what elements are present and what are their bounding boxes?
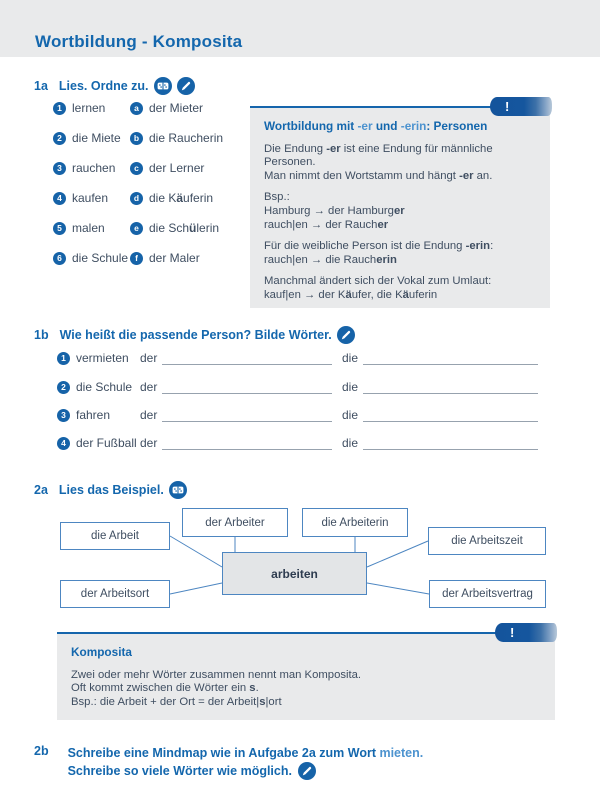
letter-badge: f bbox=[130, 252, 143, 265]
text-line: Man nimmt den Wortstamm und hängt -er an. bbox=[264, 169, 493, 182]
section-2b-header bbox=[34, 744, 423, 780]
info-box-wortbildung bbox=[250, 99, 550, 308]
article-die: die bbox=[342, 436, 359, 450]
alert-badge-icon bbox=[495, 623, 557, 642]
item-text: malen bbox=[72, 221, 105, 235]
text-line: Die Endung -er ist eine Endung für männliche Personen. bbox=[264, 142, 493, 169]
base-word: vermieten bbox=[76, 351, 129, 365]
text-line: Hamburg → der Hamburger bbox=[264, 204, 405, 217]
item-text: lernen bbox=[72, 101, 106, 115]
mindmap-node: der Arbeitsvertrag bbox=[429, 580, 546, 608]
list-item bbox=[130, 191, 223, 205]
text-line: Bsp.: bbox=[264, 191, 290, 204]
match-list-left bbox=[53, 101, 128, 281]
letter-badge: c bbox=[130, 162, 143, 175]
list-item bbox=[53, 101, 128, 115]
item-text: der Lerner bbox=[149, 161, 205, 175]
section-1a-header bbox=[34, 77, 195, 95]
letter-badge: b bbox=[130, 132, 143, 145]
pencil-icon bbox=[177, 77, 195, 95]
text-line: Oft kommt zwischen die Wörter ein s. bbox=[71, 682, 259, 695]
list-item bbox=[130, 131, 223, 145]
section-2a-header bbox=[34, 481, 187, 499]
book-icon bbox=[169, 481, 187, 499]
answer-line-die[interactable] bbox=[363, 382, 538, 394]
number-badge: 3 bbox=[57, 409, 70, 422]
info-paragraph bbox=[264, 240, 536, 267]
word-formation-row bbox=[57, 436, 538, 450]
list-item bbox=[53, 251, 128, 265]
list-item bbox=[53, 131, 128, 145]
item-text: die Schule bbox=[72, 251, 129, 265]
text-line: Manchmal ändert sich der Vokal zum Umlaut: bbox=[264, 275, 492, 288]
section-2a-number: 2a bbox=[34, 483, 48, 497]
list-item bbox=[53, 191, 128, 205]
section-1b-header bbox=[34, 326, 355, 344]
letter-badge: a bbox=[130, 102, 143, 115]
info-paragraph bbox=[264, 275, 536, 302]
item-text: kaufen bbox=[72, 191, 109, 205]
base-word: der Fußball bbox=[76, 436, 137, 450]
text-line: rauch|en → der Raucher bbox=[264, 218, 389, 231]
article-der: der bbox=[140, 408, 158, 422]
section-1a-number: 1a bbox=[34, 79, 48, 93]
info-box-title: Komposita bbox=[71, 645, 132, 659]
word-formation-row bbox=[57, 380, 538, 394]
list-item bbox=[53, 221, 128, 235]
alert-badge-icon bbox=[490, 97, 552, 116]
list-item bbox=[130, 161, 223, 175]
item-text: die Schülerin bbox=[149, 221, 220, 235]
mindmap-node: der Arbeitsort bbox=[60, 580, 170, 608]
base-word: fahren bbox=[76, 408, 111, 422]
answer-line-die[interactable] bbox=[363, 353, 538, 365]
answer-line-der[interactable] bbox=[162, 382, 332, 394]
mindmap-center-node: arbeiten bbox=[222, 552, 367, 595]
list-item bbox=[130, 221, 223, 235]
alert-exclamation: ! bbox=[510, 625, 515, 640]
mindmap-node: die Arbeit bbox=[60, 522, 170, 550]
list-item bbox=[53, 161, 128, 175]
article-die: die bbox=[342, 351, 359, 365]
section-2a-instruction: Lies das Beispiel. bbox=[58, 483, 164, 497]
article-der: der bbox=[140, 380, 158, 394]
letter-badge: e bbox=[130, 222, 143, 235]
number-badge: 6 bbox=[53, 252, 66, 265]
item-text: der Maler bbox=[149, 251, 200, 265]
section-2b-instruction-line2: Schreibe so viele Wörter wie möglich. bbox=[67, 764, 292, 778]
item-text: die Käuferin bbox=[149, 191, 214, 205]
info-paragraph bbox=[264, 191, 536, 232]
text-line: Bsp.: die Arbeit + der Ort = der Arbeit|s|ort bbox=[71, 695, 282, 708]
section-1b-number: 1b bbox=[34, 328, 49, 342]
book-icon bbox=[154, 77, 172, 95]
pencil-icon bbox=[337, 326, 355, 344]
text-line: rauch|en → die Raucherin bbox=[264, 253, 397, 266]
number-badge: 2 bbox=[53, 132, 66, 145]
page-header-band bbox=[0, 0, 600, 57]
number-badge: 4 bbox=[57, 437, 70, 450]
answer-line-der[interactable] bbox=[162, 438, 332, 450]
info-paragraph bbox=[264, 143, 536, 184]
article-der: der bbox=[140, 436, 158, 450]
item-text: die Raucherin bbox=[149, 131, 224, 145]
answer-line-der[interactable] bbox=[162, 353, 332, 365]
mindmap-example bbox=[55, 505, 555, 617]
section-2b-instruction-line1: Schreibe eine Mindmap wie in Aufgabe 2a zum Wort mieten. bbox=[67, 746, 424, 760]
item-text: rauchen bbox=[72, 161, 116, 175]
number-badge: 5 bbox=[53, 222, 66, 235]
answer-line-der[interactable] bbox=[162, 410, 332, 422]
text-line: Für die weibliche Person ist die Endung -erin: bbox=[264, 240, 494, 253]
number-badge: 3 bbox=[53, 162, 66, 175]
letter-badge: d bbox=[130, 192, 143, 205]
answer-line-die[interactable] bbox=[363, 410, 538, 422]
item-text: der Mieter bbox=[149, 101, 204, 115]
pencil-icon bbox=[298, 762, 316, 780]
number-badge: 1 bbox=[57, 352, 70, 365]
match-list-right bbox=[130, 101, 223, 281]
article-die: die bbox=[342, 380, 359, 394]
mindmap-node: die Arbeiterin bbox=[302, 508, 408, 537]
number-badge: 4 bbox=[53, 192, 66, 205]
article-die: die bbox=[342, 408, 359, 422]
section-1b-instruction: Wie heißt die passende Person? Bilde Wörter. bbox=[59, 328, 332, 342]
section-2b-number: 2b bbox=[34, 744, 49, 758]
info-box-title: Wortbildung mit -er und -erin: Personen bbox=[264, 119, 488, 133]
mindmap-node: der Arbeiter bbox=[182, 508, 288, 537]
mindmap-node: die Arbeitszeit bbox=[428, 527, 546, 555]
alert-exclamation: ! bbox=[505, 99, 510, 114]
number-badge: 2 bbox=[57, 381, 70, 394]
page-title: Wortbildung - Komposita bbox=[35, 32, 243, 51]
list-item bbox=[130, 101, 223, 115]
list-item bbox=[130, 251, 223, 265]
text-line: Zwei oder mehr Wörter zusammen nennt man Komposita. bbox=[71, 668, 362, 681]
base-word: die Schule bbox=[76, 380, 133, 394]
item-text: die Miete bbox=[72, 131, 121, 145]
text-line: kauf|en → der Käufer, die Käuferin bbox=[264, 288, 438, 301]
article-der: der bbox=[140, 351, 158, 365]
info-box-komposita bbox=[57, 625, 555, 720]
answer-line-die[interactable] bbox=[363, 438, 538, 450]
section-1a-instruction: Lies. Ordne zu. bbox=[58, 79, 149, 93]
word-formation-row bbox=[57, 408, 538, 422]
number-badge: 1 bbox=[53, 102, 66, 115]
word-formation-row bbox=[57, 351, 538, 365]
